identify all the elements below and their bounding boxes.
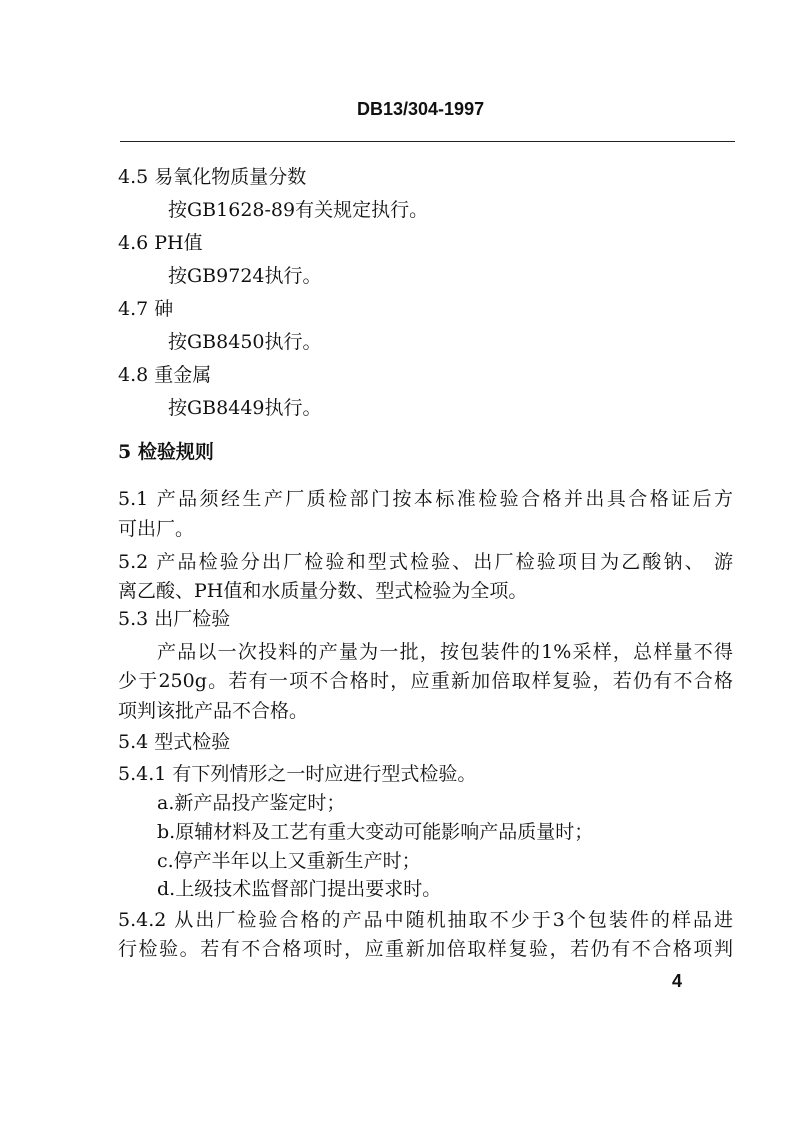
header-rule: [120, 141, 735, 142]
list-item-d: d.上级技术监督部门提出要求时。: [157, 878, 442, 900]
section-5-3-line-1: 产品以一次投料的产量为一批，按包装件的1%采样，总样量不得: [157, 641, 733, 663]
section-5-4-1: 5.4.1 有下列情形之一时应进行型式检验。: [118, 763, 477, 785]
section-5-2-line-2: 离乙酸、PH值和水质量分数、型式检验为全项。: [118, 580, 528, 602]
list-item-a: a.新产品投产鉴定时；: [157, 792, 346, 814]
section-4-6-body: 按GB9724执行。: [168, 265, 322, 287]
section-5-4-heading: 5.4 型式检验: [118, 731, 231, 753]
section-5-4-2-line-1: 5.4.2 从出厂检验合格的产品中随机抽取不少于3个包装件的样品进: [118, 909, 733, 931]
section-5-3-heading: 5.3 出厂检验: [118, 608, 231, 630]
section-5-3-line-3: 项判该批产品不合格。: [118, 700, 309, 722]
section-4-7-body: 按GB8450执行。: [168, 331, 322, 353]
section-4-8-body: 按GB8449执行。: [168, 397, 322, 419]
section-4-6-heading: 4.6 PH值: [118, 232, 203, 254]
section-4-8-heading: 4.8 重金属: [118, 364, 212, 386]
section-5-heading: 5 检验规则: [118, 441, 214, 463]
section-5-2-line-1: 5.2 产品检验分出厂检验和型式检验、出厂检验项目为乙酸钠、 游: [118, 551, 733, 573]
document-number: DB13/304-1997: [357, 99, 485, 119]
page-number: 4: [672, 971, 683, 991]
section-5-1-line-2: 可出厂。: [118, 518, 195, 540]
section-5-3-line-2: 少于250g。若有一项不合格时，应重新加倍取样复验，若仍有不合格: [118, 670, 733, 692]
section-4-5-heading: 4.5 易氧化物质量分数: [118, 166, 307, 188]
section-5-1-line-1: 5.1 产品须经生产厂质检部门按本标准检验合格并出具合格证后方: [118, 488, 733, 510]
list-item-c: c.停产半年以上又重新生产时；: [157, 850, 421, 872]
section-4-7-heading: 4.7 砷: [118, 298, 174, 320]
section-4-5-body: 按GB1628-89有关规定执行。: [168, 199, 429, 221]
section-5-4-2-line-2: 行检验。若有不合格项时，应重新加倍取样复验，若仍有不合格项判: [118, 938, 733, 960]
list-item-b: b.原辅材料及工艺有重大变动可能影响产品质量时；: [157, 821, 594, 843]
